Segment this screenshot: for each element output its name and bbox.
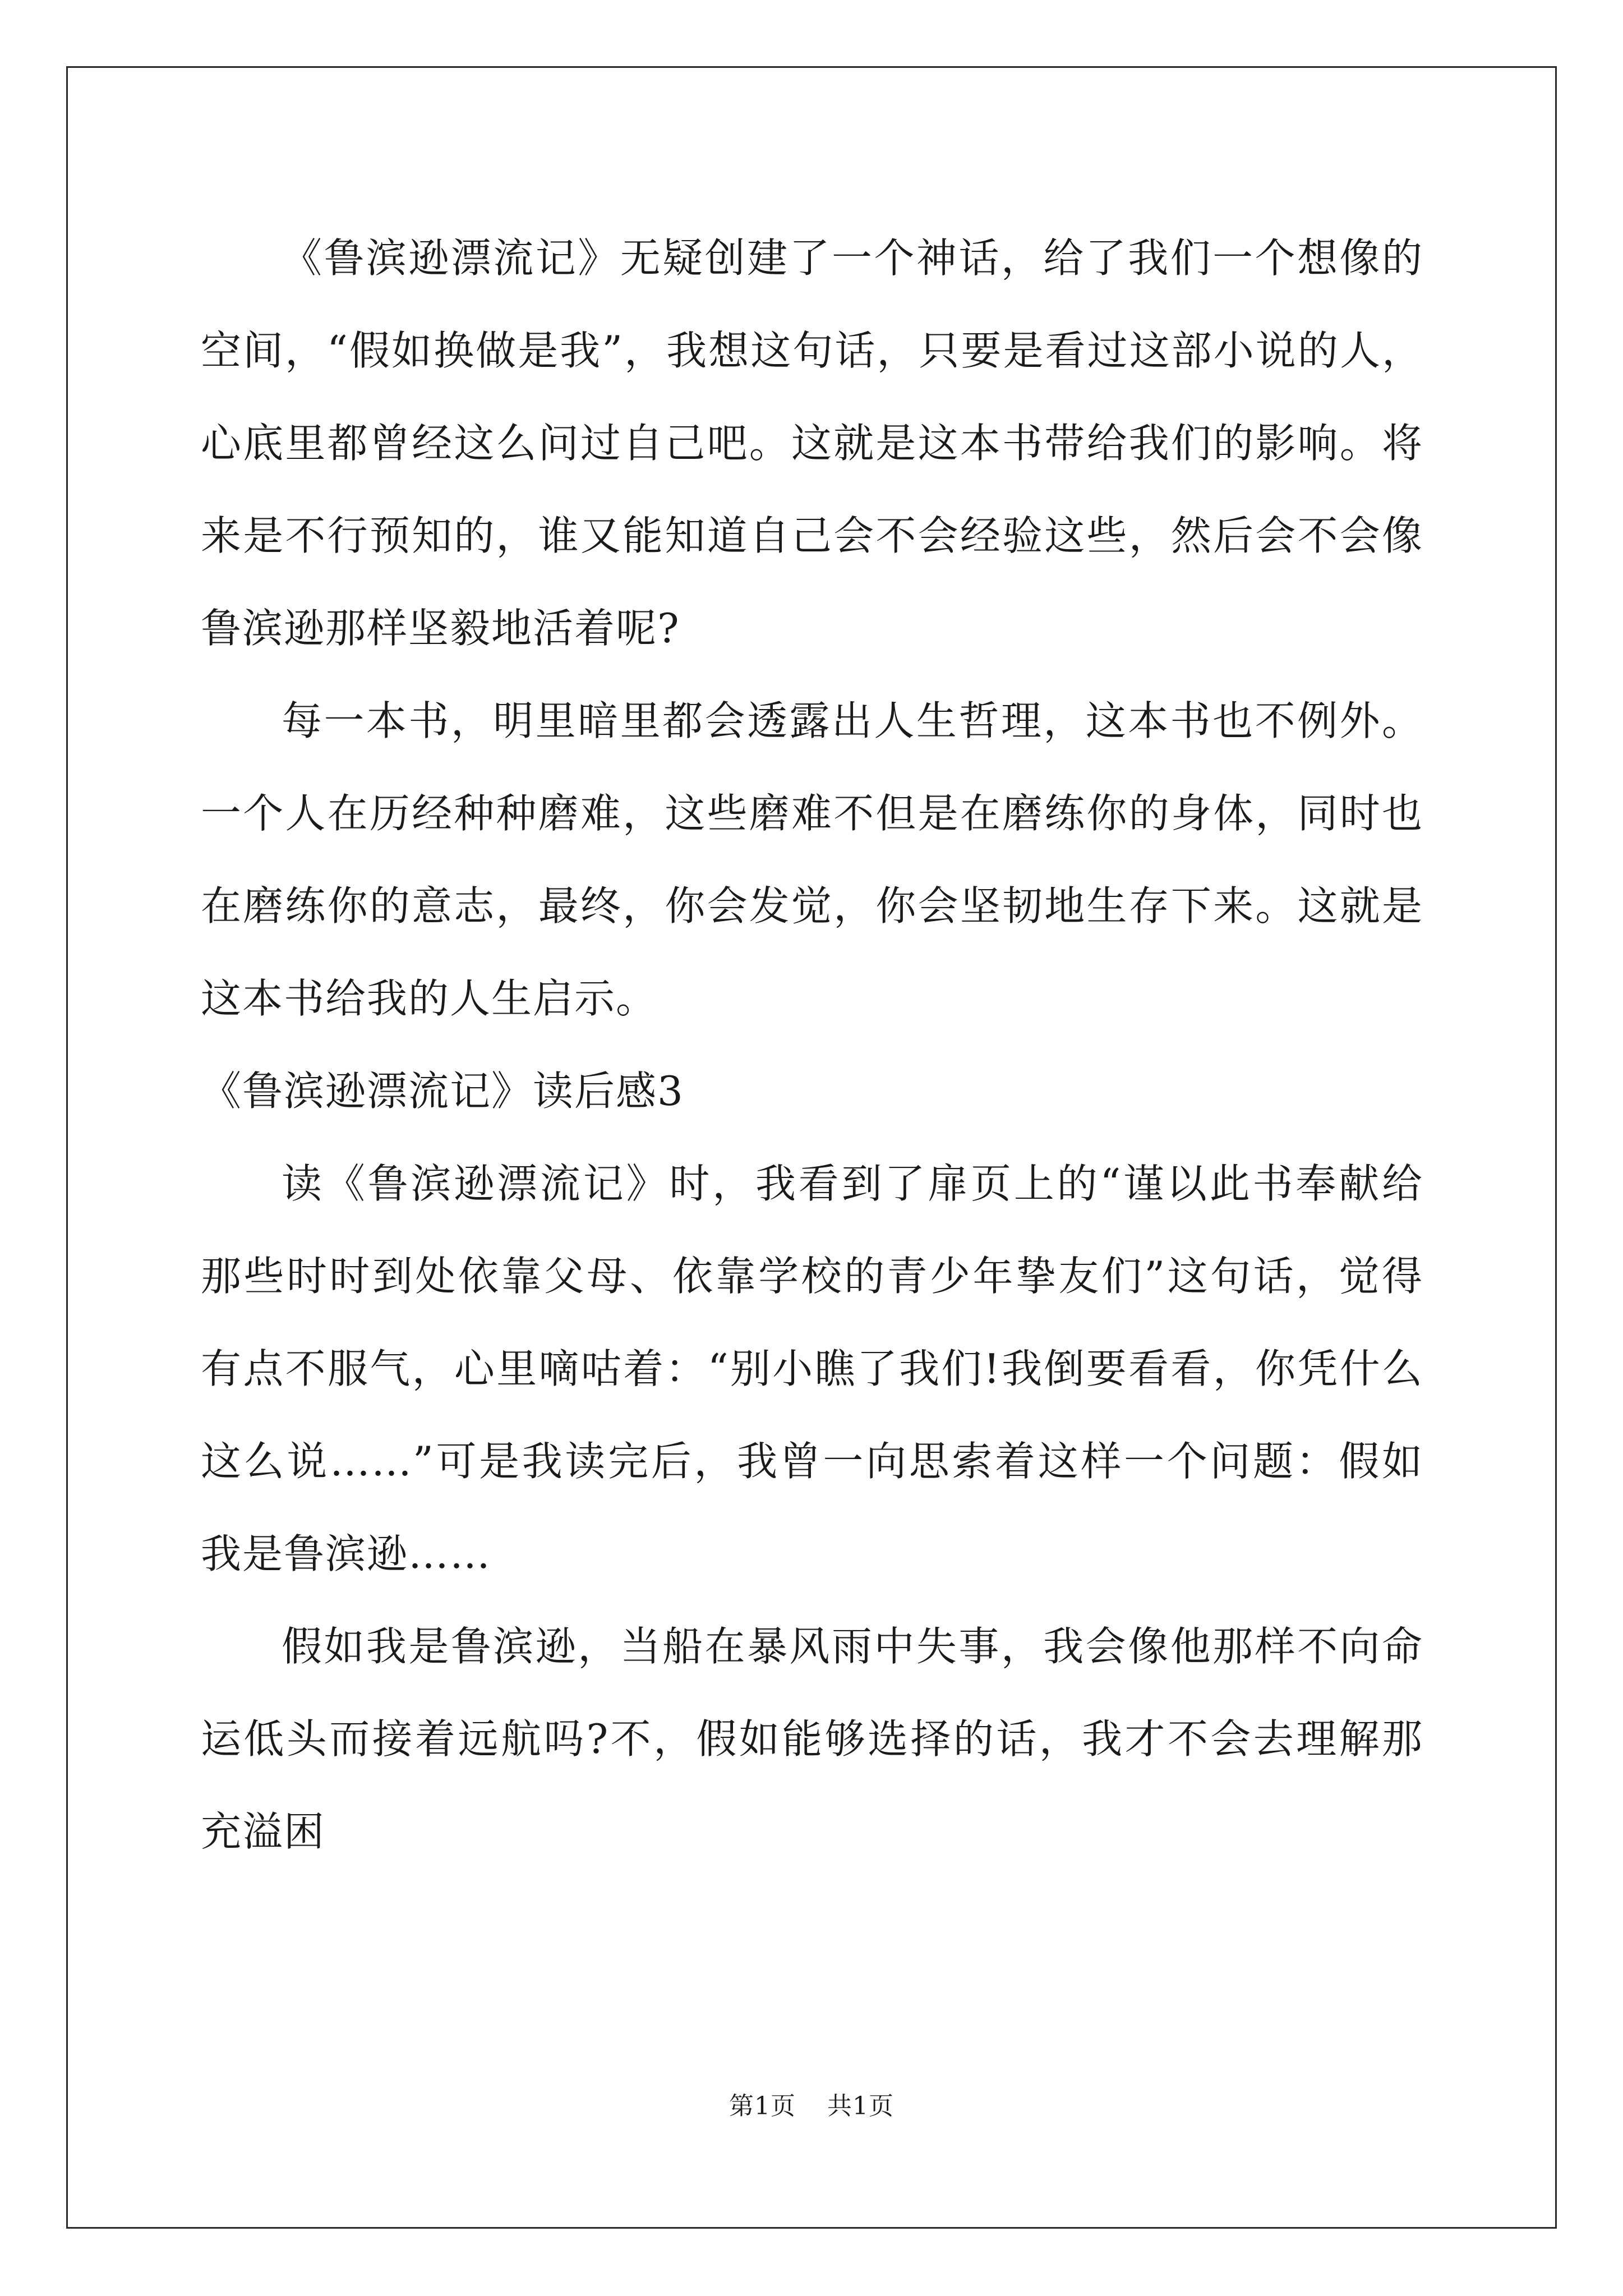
paragraph-if-i-were: 假如我是鲁滨逊，当船在暴风雨中失事，我会像他那样不向命运低头而接着远航吗?不，假如能够选择的话，我才不会去理解那充溢困 <box>201 1623 1423 1855</box>
paragraph-title-page: 读《鲁滨逊漂流记》时，我看到了扉页上的“谨以此书奉献给那些时时到处依靠父母、依靠学校的青少年挚友们”这句话，觉得有点不服气，心里嘀咕着：“别小瞧了我们!我倒要看看，你凭什么这么说……”可是我读完后，我曾一向思索着这样一个问题：假如我是鲁滨逊…… <box>201 1160 1423 1577</box>
paragraph-future-unknown: 《鲁滨逊漂流记》无疑创建了一个神话，给了我们一个想像的空间，“假如换做是我”，我想这句话，只要是看过这部小说的人，心底里都曾经这么问过自己吧。这就是这本书带给我们的影响。将来是不行预知的，谁又能知道自己会不会经验这些，然后会不会像鲁滨逊那样坚毅地活着呢? <box>201 234 1423 652</box>
document-body <box>201 212 1423 1878</box>
paragraph-life-lesson: 每一本书，明里暗里都会透露出人生哲理，这本书也不例外。一个人在历经种种磨难，这些磨难不但是在磨练你的身体，同时也在磨练你的意志，最终，你会发觉，你会坚韧地生存下来。这就是这本书给我的人生启示。 <box>201 697 1423 1022</box>
section-heading: 《鲁滨逊漂流记》读后感3 <box>201 1068 684 1115</box>
page-footer <box>0 2090 1623 2123</box>
page-total: 共1页 <box>827 2092 894 2120</box>
page-number: 第1页 <box>729 2092 796 2120</box>
